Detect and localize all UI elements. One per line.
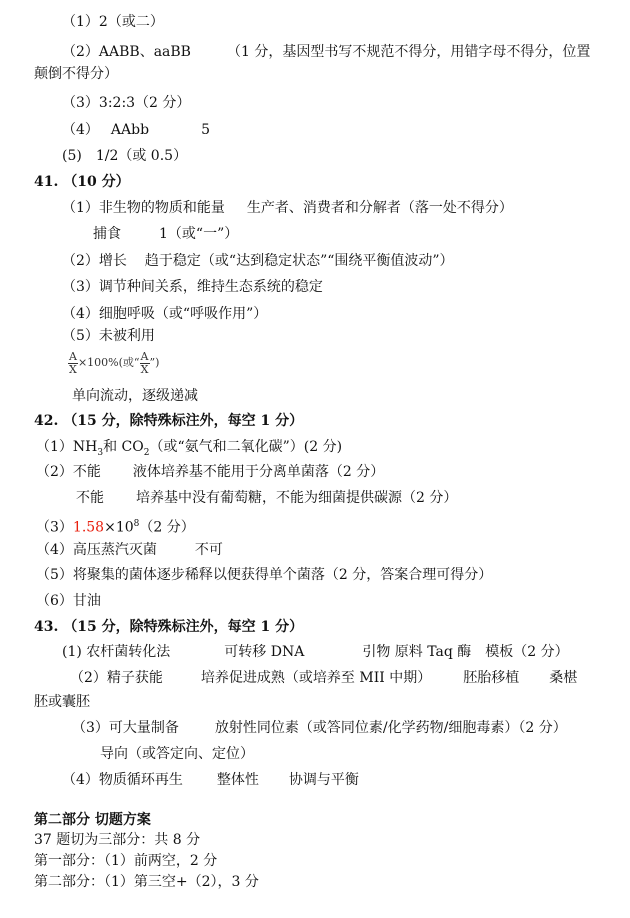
q42-answer-4b: 不可 bbox=[194, 542, 223, 558]
part2-line-3: 第二部分：（1）第三空+（2），3 分 bbox=[34, 874, 259, 890]
q41-answer-6: 单向流动，逐级递减 bbox=[72, 388, 198, 404]
q42-answer-5: （5）将聚集的菌体逐步稀释以便获得单个菌落（2 分，答案合理可得分） bbox=[36, 567, 493, 583]
q41-answer-2b: 趋于稳定（或“达到稳定状态”“围绕平衡值波动”） bbox=[144, 253, 454, 269]
q42-answer-4 bbox=[36, 540, 223, 560]
q41-answer-1a: （1）非生物的物质和能量 bbox=[62, 200, 225, 216]
q43-answer-4a: （4）物质循环再生 bbox=[62, 772, 183, 788]
q40-answer-5: (5) 1/2（或 0.5） bbox=[62, 148, 188, 164]
q42-answer-1 bbox=[36, 437, 342, 463]
q40-answer-4 bbox=[62, 120, 210, 140]
q40-answer-2 bbox=[62, 42, 590, 62]
q41-answer-1c: 捕食 bbox=[93, 226, 121, 242]
q40-answer-1: （1）2（或二） bbox=[62, 14, 164, 30]
q42-header: 42. （15 分，除特殊标注外，每空 1 分） bbox=[34, 413, 304, 429]
q43-answer-4c: 协调与平衡 bbox=[288, 772, 359, 788]
q41-answer-2 bbox=[62, 251, 454, 271]
q42-answer-3-exponent: 8 bbox=[133, 519, 140, 529]
q41-fraction-2 bbox=[140, 351, 150, 376]
part2-line-1: 37 题切为三部分：共 8 分 bbox=[34, 832, 201, 848]
q43-answer-2 bbox=[70, 668, 577, 688]
q42-answer-2d: 培养基中没有葡萄糖，不能为细菌提供碳源（2 分） bbox=[136, 490, 458, 506]
q42-answer-2 bbox=[36, 462, 384, 482]
q42-answer-3-times: ×10 bbox=[104, 519, 134, 536]
q41-formula-mid: ×100%(或“ bbox=[77, 356, 140, 369]
q42-answer-1-mid: 和 CO bbox=[103, 439, 144, 455]
q43-answer-4b: 整体性 bbox=[216, 772, 259, 788]
q40-answer-3: （3）3:2:3（2 分） bbox=[62, 95, 191, 111]
q43-answer-2c: 胚胎移植 bbox=[463, 670, 520, 686]
q43-answer-3b: 放射性同位素（或答同位素/化学药物/细胞毒素）（2 分） bbox=[214, 720, 567, 736]
q43-header: 43. （15 分，除特殊标注外，每空 1 分） bbox=[34, 619, 304, 635]
q40-answer-4-count: 5 bbox=[201, 122, 210, 138]
q41-answer-1b: 生产者、消费者和分解者（落一处不得分） bbox=[246, 200, 513, 216]
q43-answer-4 bbox=[62, 770, 359, 790]
q42-answer-4a: （4）高压蒸汽灭菌 bbox=[36, 542, 157, 558]
q41-answer-1d: 1（或“一”） bbox=[159, 226, 239, 242]
q41-answer-4: （4）细胞呼吸（或“呼吸作用”） bbox=[62, 306, 268, 322]
q43-answer-1a: (1) 农杆菌转化法 bbox=[62, 644, 171, 660]
q42-answer-3-pre: （3） bbox=[36, 519, 73, 536]
q43-answer-2-cont: 胚或囊胚 bbox=[34, 694, 90, 710]
q43-answer-1 bbox=[62, 642, 569, 662]
q42-answer-3-value: 1.58 bbox=[72, 519, 105, 536]
q41-answer-3: （3）调节种间关系，维持生态系统的稳定 bbox=[62, 279, 323, 295]
q43-answer-3-cont: 导向（或答定向、定位） bbox=[100, 746, 254, 762]
q43-answer-2d: 桑椹 bbox=[549, 670, 578, 686]
q43-answer-3 bbox=[72, 718, 567, 738]
q42-answer-2b: 液体培养基不能用于分离单菌落（2 分） bbox=[132, 464, 385, 480]
q43-answer-1c: 引物 原料 Taq 酶 模板（2 分） bbox=[362, 644, 569, 660]
q42-answer-3-post: （2 分） bbox=[139, 519, 195, 536]
q43-answer-3a: （3）可大量制备 bbox=[72, 720, 179, 736]
q42-answer-2-cont bbox=[76, 488, 457, 508]
q41-answer-5: （5）未被利用 bbox=[62, 328, 155, 344]
q42-answer-3 bbox=[36, 514, 195, 538]
q42-answer-1-pre: （1）NH bbox=[36, 439, 98, 455]
q41-formula-end: ”) bbox=[149, 356, 160, 369]
q42-answer-6: （6）甘油 bbox=[36, 593, 101, 609]
q40-answer-4-label: （4） bbox=[62, 122, 99, 138]
q41-answer-1-cont bbox=[93, 224, 238, 244]
q41-formula bbox=[68, 350, 159, 376]
q41-fraction-num: A bbox=[69, 349, 77, 363]
q42-answer-1-post: （或“氨气和二氧化碳”）(2 分) bbox=[149, 439, 343, 455]
q41-fraction bbox=[68, 351, 78, 376]
q43-answer-1b: 可转移 DNA bbox=[224, 644, 305, 660]
q43-answer-2b: 培养促进成熟（或培养至 MII 中期） bbox=[200, 670, 432, 686]
q43-answer-2a: （2）精子获能 bbox=[70, 670, 163, 686]
part2-line-2: 第一部分：（1）前两空，2 分 bbox=[34, 853, 218, 869]
q42-answer-2c: 不能 bbox=[76, 490, 104, 506]
q40-answer-2-note-cont: 颠倒不得分） bbox=[34, 66, 118, 82]
q41-header: 41. （10 分） bbox=[34, 174, 130, 190]
q41-answer-2a: （2）增长 bbox=[62, 253, 127, 269]
q40-answer-4-genotype: AAbb bbox=[110, 122, 150, 138]
q41-answer-1 bbox=[62, 198, 513, 218]
q42-answer-2a: （2）不能 bbox=[36, 464, 101, 480]
q40-answer-2-note: （1 分，基因型书写不规范不得分，用错字母不得分，位置 bbox=[226, 44, 591, 60]
q41-fraction-2-den: X bbox=[140, 362, 149, 376]
q41-fraction-2-num: A bbox=[140, 349, 149, 363]
q42-answer-1-sub1: 3 bbox=[97, 447, 104, 458]
q41-fraction-den: X bbox=[69, 362, 77, 376]
q42-answer-1-sub2: 2 bbox=[143, 447, 150, 458]
q40-answer-2-genotype: （2）AABB、aaBB bbox=[62, 44, 191, 60]
part2-header: 第二部分 切题方案 bbox=[34, 812, 151, 828]
